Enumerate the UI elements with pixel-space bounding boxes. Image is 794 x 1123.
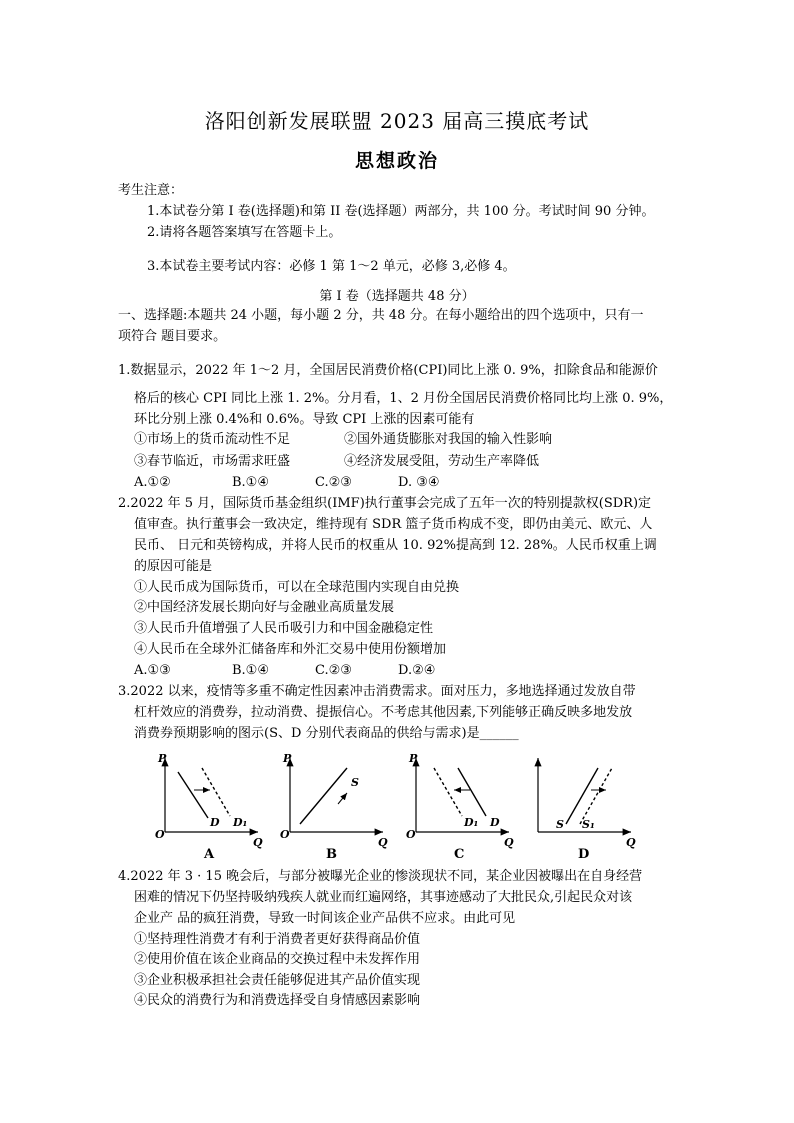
graph-a-q-label: Q [253,836,263,849]
supply-demand-graphs [150,750,650,868]
question-3-stem: 杠杆效应的消费券，拉动消费、提振信心。不考虑其他因素,下列能够正确反映多地发放 [134,705,633,720]
question-1-option: ③春节临近，市场需求旺盛 [134,454,291,469]
graph-c-curve-d1 [434,768,462,816]
question-2-choice-a: A.①③ [134,663,171,678]
graph-b-curve-label: S [351,776,359,789]
graph-b-letter: B [326,847,337,862]
graph-b-shift-arrow [338,793,347,804]
graph-c-letter: C [454,847,465,862]
question-1-stem: 1.数据显示，2022 年 1～2 月，全国居民消费价格(CPI)同比上涨 0. 9%，扣除食品和能源价 [118,363,658,378]
question-1-choice-c: C.②③ [315,475,352,490]
notice-item: 2.请将各题答案填写在答题卡上。 [147,225,342,240]
question-1-option: ②国外通货膨胀对我国的输入性影响 [344,432,553,447]
graph-c-origin-label: O [406,828,416,841]
graph-c-curve-label: D₁ [464,816,479,829]
question-1-option: ④经济发展受阻，劳动生产率降低 [344,454,540,469]
graph-b-origin-label: O [280,828,290,841]
graph-d-curve-s1 [580,768,612,824]
section-instruction: 项符合 题目要求。 [118,329,227,344]
notice-item: 1.本试卷分第 I 卷(选择题)和第 II 卷(选择题）两部分，共 100 分。考试时间 90 分钟。 [147,204,655,219]
graph-a-curve-label: D₁ [233,816,248,829]
question-1-option: ①市场上的货币流动性不足 [134,432,291,447]
graph-c-curve-d [458,768,486,816]
question-2-choice-c: C.②③ [315,663,352,678]
question-4-option: ②使用价值在该企业商品的交换过程中未发挥作用 [134,952,421,967]
graph-d-curve-label: S [556,818,564,831]
graph-a-curve-label: D [210,816,220,829]
graph-c-q-label: Q [504,836,514,849]
question-2-option: ④人民币在全球外汇储备库和外汇交易中使用份额增加 [134,642,447,657]
question-4-option: ④民众的消费行为和消费选择受自身情感因素影响 [134,993,421,1008]
question-3-stem: 消费券预期影响的图示(S、D 分别代表商品的供给与需求)是______ [134,726,519,741]
graph-b-curve-s [300,768,347,824]
question-2-choice-b: B.①④ [232,663,269,678]
graph-d [538,758,636,862]
question-2-stem: 2.2022 年 5 月，国际货币基金组织(IMF)执行董事会完成了五年一次的特别提款权(SDR)定 [118,496,652,511]
question-4-stem: 企业产 品的疯狂消费，导致一时间该企业产品供不应求。由此可见 [134,911,516,926]
graph-c-curve-label: D [490,816,500,829]
notice-item: 3.本试卷主要考试内容：必修 1 第 1～2 单元，必修 3,必修 4。 [147,259,516,274]
graph-d-letter: D [578,847,590,862]
question-4-option: ③企业积极承担社会责任能够促进其产品价值实现 [134,973,421,988]
question-4-stem: 4.2022 年 3 · 15 晚会后，与部分被曝光企业的惨淡现状不同，某企业因被曝出在自身经营 [118,869,643,884]
graph-a-origin-label: O [155,828,165,841]
question-1-stem: 环比分别上涨 0.4%和 0.6%。导致 CPI 上涨的因素可能有 [134,412,475,427]
subject-title: 思想政治 [354,150,439,172]
question-2-stem: 值审查。执行董事会一致决定，维持现有 SDR 篮子货币构成不变，即仍由美元、欧元、人 [134,517,653,532]
question-2-option: ①人民币成为国际货币，可以在全球范围内实现自由兑换 [134,580,460,595]
question-4-option: ①坚持理性消费才有利于消费者更好获得商品价值 [134,932,421,947]
question-2-option: ③人民币升值增强了人民币吸引力和中国金融稳定性 [134,621,434,636]
question-2-choice-d: D.②④ [398,663,436,678]
section-instruction: 一、选择题:本题共 24 小题，每小题 2 分，共 48 分。在每小题给出的四个选项中，只有一 [118,308,644,323]
graph-b [280,752,388,862]
question-2-option: ②中国经济发展长期向好与金融业高质量发展 [134,600,395,615]
question-1-choice-b: B.①④ [232,475,269,490]
question-4-stem: 困难的情况下仍坚持吸纳残疾人就业而红遍网络，其事迹感动了大批民众,引起民众对该 [134,890,633,905]
graph-a-p-label: P [158,752,167,765]
question-1-choice-d: D. ③④ [398,475,440,490]
graph-c [406,752,514,862]
graph-d-curve-s [566,768,598,824]
graph-a-curve-d [178,772,208,818]
graph-d-q-label: Q [626,836,636,849]
graph-c-p-label: P [409,752,418,765]
question-3-stem: 3.2022 以来，疫情等多重不确定性因素冲击消费需求。面对压力，多地选择通过发放自带 [118,684,636,699]
graph-a-curve-d1 [202,768,230,816]
question-1-stem: 格后的核心 CPI 同比上涨 1. 2%。分月看，1、2 月份全国居民消费价格同比均上涨 0. 9%， [134,391,673,406]
graph-d-curve-label: S₁ [582,818,595,831]
question-1-choice-a: A.①② [134,475,171,490]
exam-title: 洛阳创新发展联盟 2023 届高三摸底考试 [204,109,590,133]
graph-b-p-label: P [283,752,292,765]
section-title: 第 I 卷（选择题共 48 分） [319,289,475,304]
notice-heading: 考生注意： [118,183,184,198]
graph-a-letter: A [204,847,215,862]
graph-b-q-label: Q [378,836,388,849]
question-2-stem: 民币、 日元和英镑构成，并将人民币的权重从 10. 92%提高到 12. 28%。人民币权重上调 [134,538,657,553]
question-2-stem: 的原因可能是 [134,559,213,574]
graph-a [155,752,263,862]
